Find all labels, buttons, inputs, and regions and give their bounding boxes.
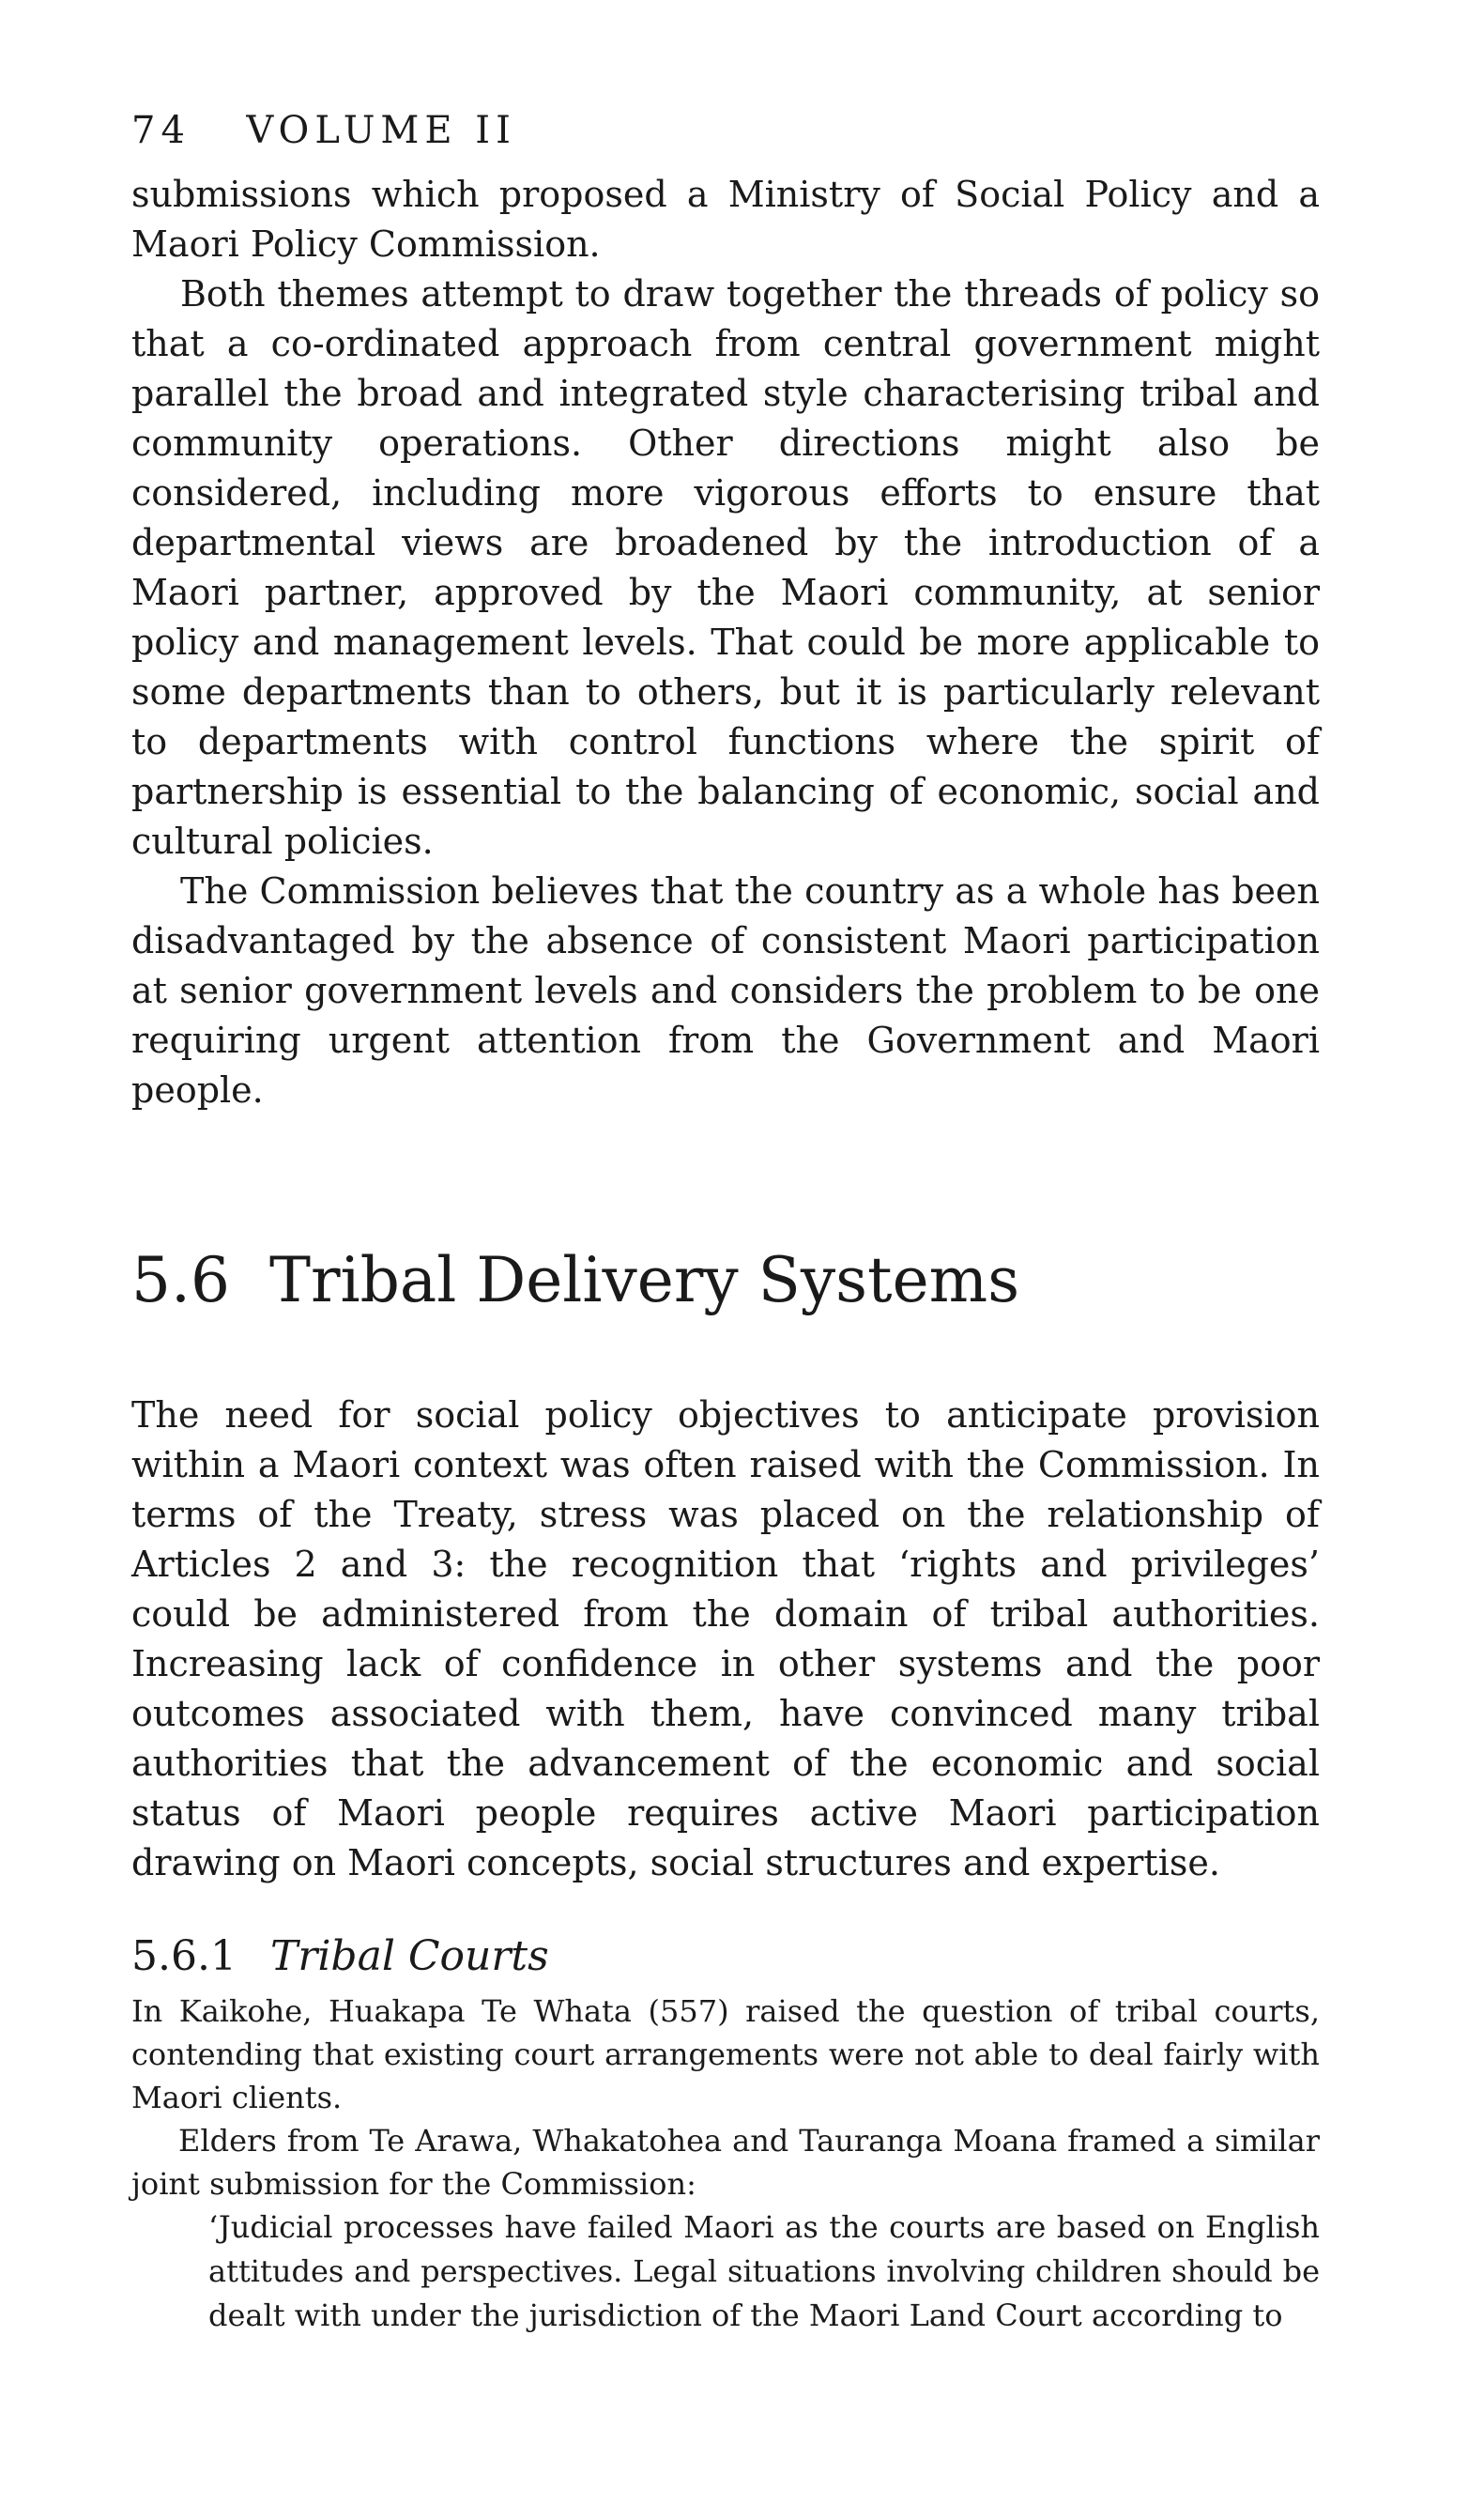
subsection-paragraph-1: In Kaikohe, Huakapa Te Whata (557) raised the question of tribal courts, contending that existing court arrangements were not able to deal fairly with Maori clients. [131, 1993, 1320, 2116]
body-paragraph-2: Both themes attempt to draw together the threads of policy so that a co-ordinated approach from central government might parallel the broad and integrated style characterising tribal and community operations. Other directions might also be considered, including more vigorous efforts to ensure that departmental views are broadened by the introduction of a Maori partner, approved by the Maori community, at senior policy and management levels. That could be more applicable to some departments than to others, but it is particularly relevant to departments with control functions where the spirit of partnership is essential to the balancing of economic, social and cultural policies. [131, 273, 1320, 862]
body-paragraph-3: The Commission believes that the country as a whole has been disadvantaged by the absence of consistent Maori participation at senior government levels and considers the problem to be one requiring urgent attention from the Government and Maori people. [131, 870, 1320, 1111]
subsection-paragraph-2: Elders from Te Arawa, Whakatohea and Tauranga Moana framed a similar joint submission for the Commission: [131, 2123, 1320, 2203]
section-heading [131, 1244, 1320, 1316]
section-paragraph-1: The need for social policy objectives to anticipate provision within a Maori context was often raised with the Commission. In terms of the Treaty, stress was placed on the relationship of Articles 2 and 3: the recognition that ‘rights and privileges’ could be administered from the domain of tribal authorities. Increasing lack of confidence in other systems and the poor outcomes associated with them, have convinced many tribal authorities that the advancement of the economic and social status of Maori people requires active Maori participation drawing on Maori concepts, social structures and expertise. [131, 1393, 1320, 1883]
section-number: 5.6 [131, 1244, 230, 1316]
block-quote: ‘Judicial processes have failed Maori as the courts are based on English attitudes and perspectives. Legal situations involving children should be dealt with under the jurisdiction of the Maori Land Court according to [208, 2209, 1320, 2334]
body-paragraph-1: submissions which proposed a Ministry of Social Policy and a Maori Policy Commission. [131, 174, 1320, 265]
page-number: 74 [131, 109, 191, 152]
subsection-heading [131, 1933, 1320, 1981]
running-head [131, 108, 1320, 153]
subsection-number: 5.6.1 [131, 1931, 237, 1980]
page [131, 108, 1320, 2338]
subsection-title: Tribal Courts [269, 1931, 549, 1980]
section-title: Tribal Delivery Systems [268, 1244, 1020, 1316]
volume-label: VOLUME II [246, 109, 516, 152]
